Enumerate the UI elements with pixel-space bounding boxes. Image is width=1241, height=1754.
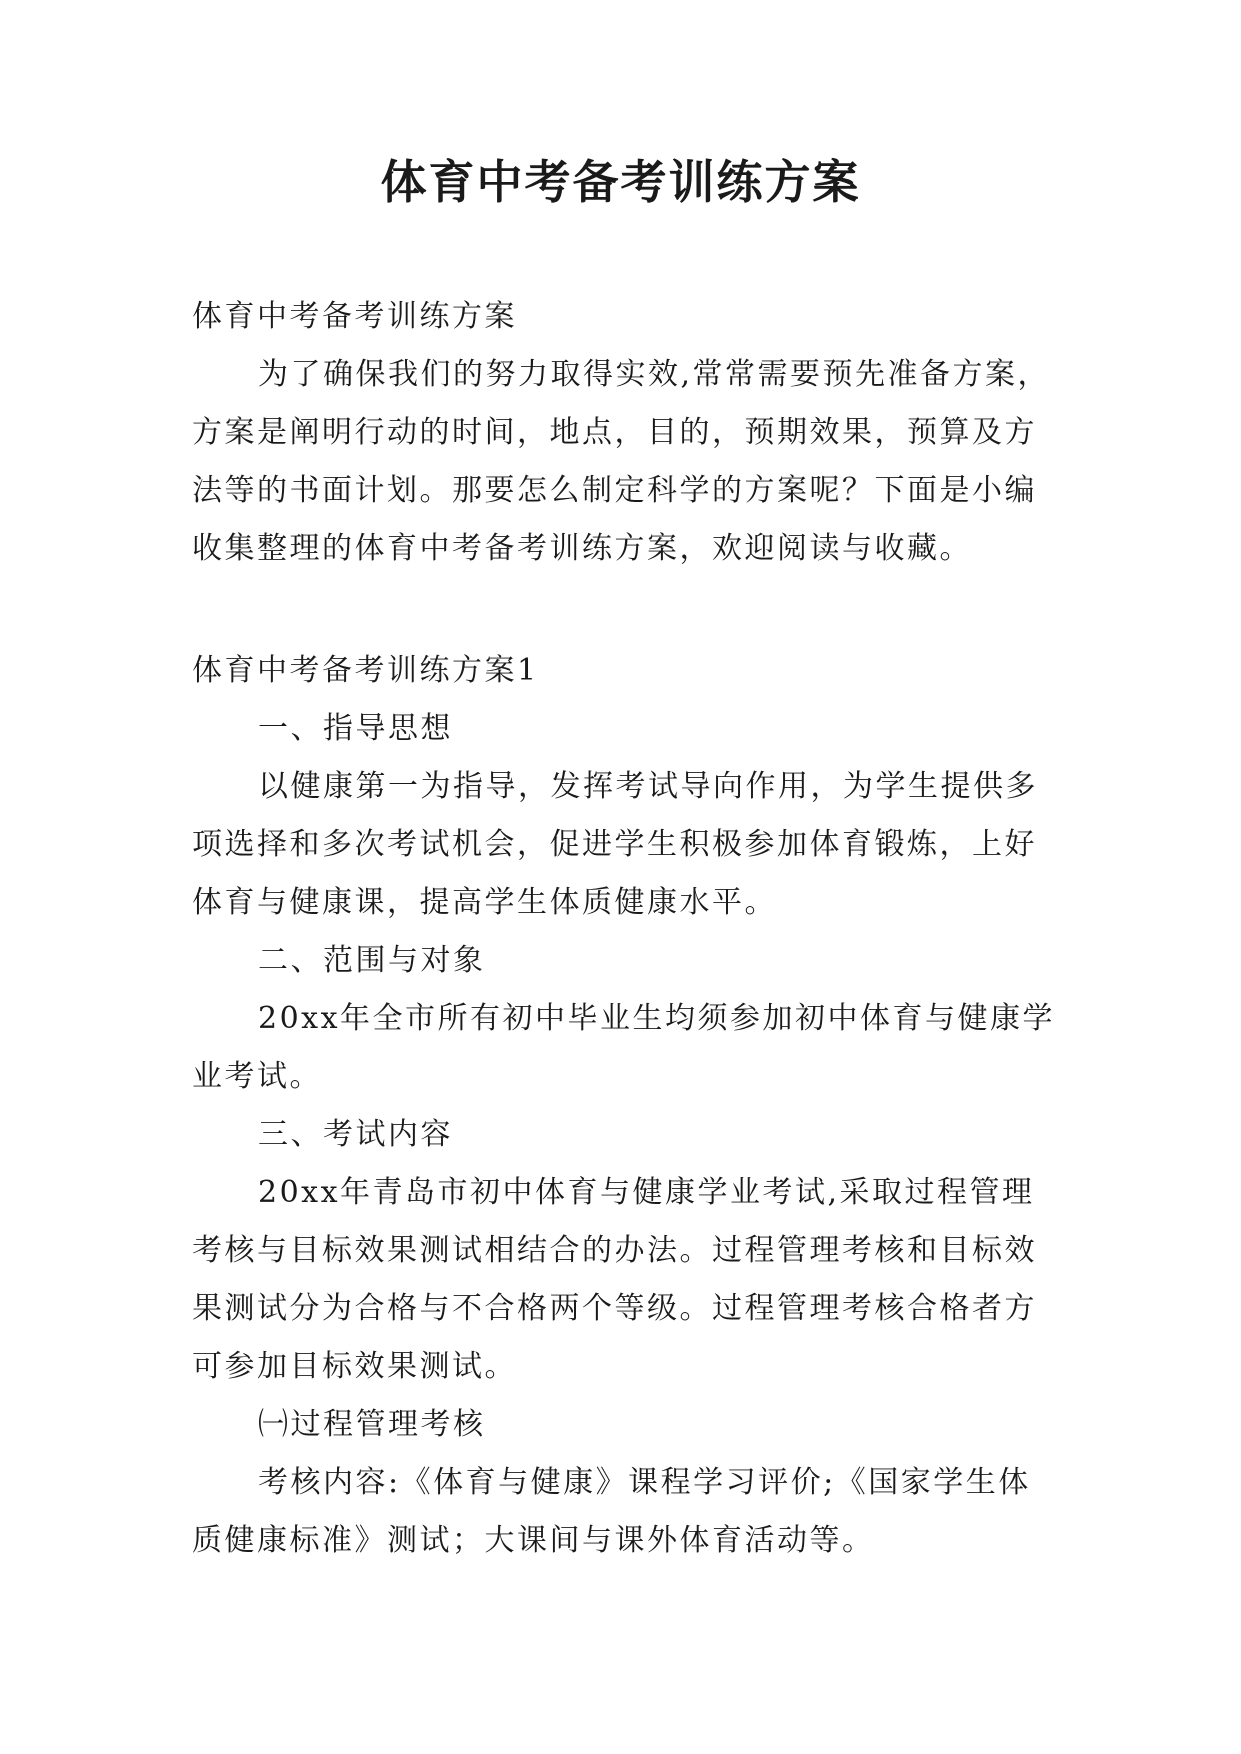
document-title: 体育中考备考训练方案 (380, 155, 861, 209)
paragraph-exam-content: 20xx年青岛市初中体育与健康学业考试,采取过程管理考核与目标效果测试相结合的办法。过程管理考核和目标效果测试分为合格与不合格两个等级。过程管理考核合格者方可参加目标效果测试。 (192, 1175, 1037, 1384)
paragraph-guiding-ideology: 以健康第一为指导，发挥考试导向作用，为学生提供多项选择和多次考试机会，促进学生积极参加体育锻炼，上好体育与健康课，提高学生体质健康水平。 (192, 769, 1038, 920)
intro-paragraph: 为了确保我们的努力取得实效,常常需要预先准备方案，方案是阐明行动的时间，地点，目的，预期效果，预算及方法等的书面计划。那要怎么制定科学的方案呢？下面是小编收集整理的体育中考备考训练方案，欢迎阅读与收藏。 (192, 357, 1051, 566)
document-body (192, 288, 1062, 1570)
paragraph-assessment-content: 考核内容:《体育与健康》课程学习评价;《国家学生体质健康标准》测试；大课间与课外体育活动等。 (192, 1465, 1031, 1558)
section-heading-plan-1: 体育中考备考训练方案1 (192, 653, 539, 688)
section-heading-intro: 体育中考备考训练方案 (192, 299, 517, 334)
heading-scope-and-target: 二、范围与对象 (258, 943, 486, 978)
paragraph-scope-and-target: 20xx年全市所有初中毕业生均须参加初中体育与健康学业考试。 (192, 1001, 1056, 1094)
heading-guiding-ideology: 一、指导思想 (258, 711, 453, 746)
heading-process-assessment: ㈠过程管理考核 (258, 1407, 486, 1442)
heading-exam-content: 三、考试内容 (258, 1117, 453, 1152)
